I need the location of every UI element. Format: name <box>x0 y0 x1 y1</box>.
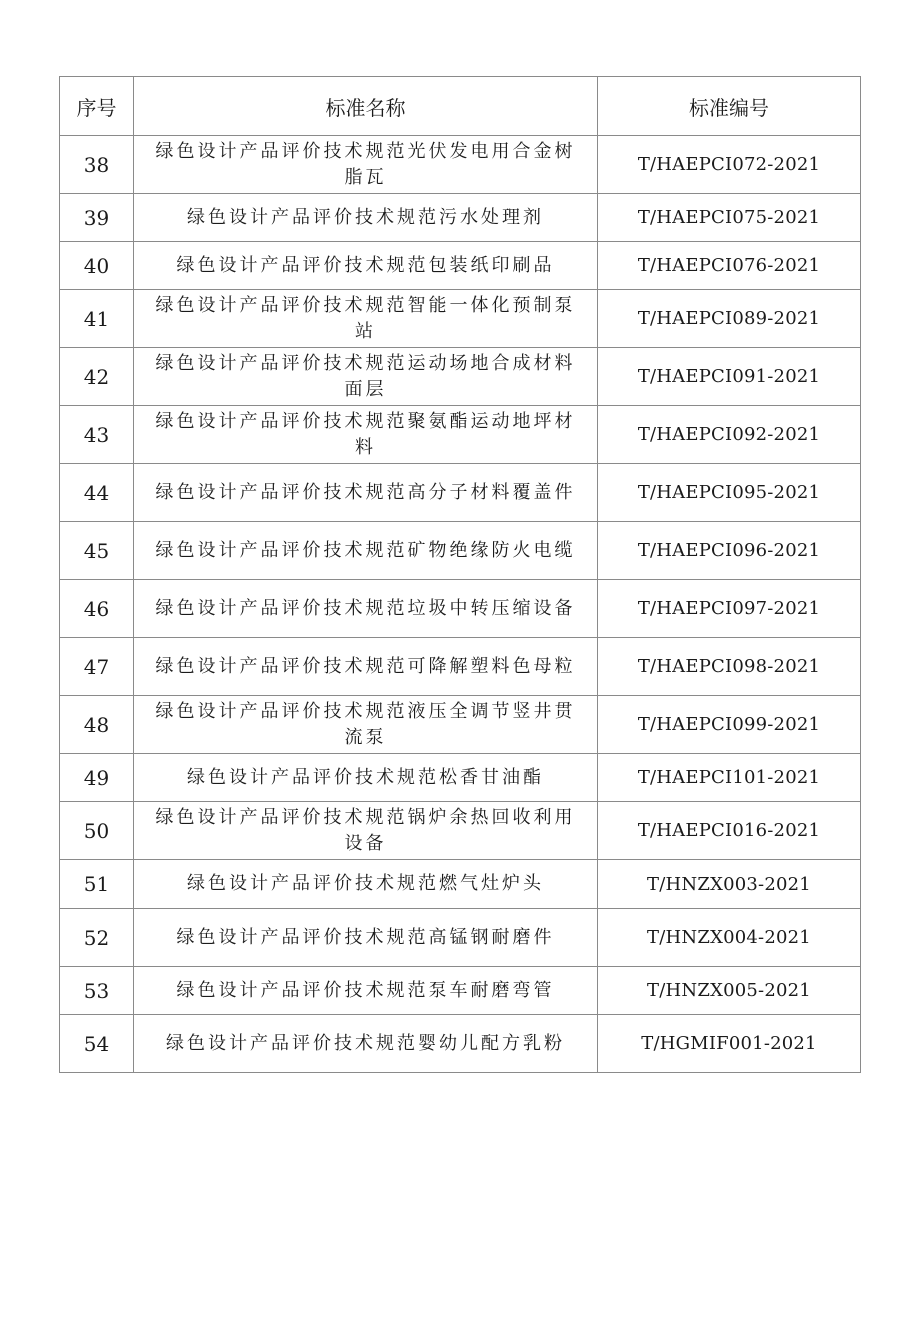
table-row <box>60 194 861 242</box>
row-number: 52 <box>60 909 134 967</box>
standard-name <box>134 754 598 802</box>
standard-code: T/HAEPCI099-2021 <box>598 696 861 754</box>
standard-name-line: 绿色设计产品评价技术规范高锰钢耐磨件 <box>176 926 555 948</box>
standard-name-line: 绿色设计产品评价技术规范智能一体化预制泵 <box>155 294 576 316</box>
standard-name <box>134 638 598 696</box>
row-number: 39 <box>60 194 134 242</box>
row-number: 46 <box>60 580 134 638</box>
standard-code: T/HAEPCI097-2021 <box>598 580 861 638</box>
standard-code: T/HAEPCI089-2021 <box>598 290 861 348</box>
standard-code: T/HGMIF001-2021 <box>598 1015 861 1073</box>
table-row <box>60 754 861 802</box>
standard-name-line: 面层 <box>344 378 387 400</box>
row-number: 53 <box>60 967 134 1015</box>
table-row <box>60 967 861 1015</box>
row-number: 42 <box>60 348 134 406</box>
standard-code: T/HNZX003-2021 <box>598 860 861 909</box>
standard-name <box>134 194 598 242</box>
row-number: 51 <box>60 860 134 909</box>
row-number: 44 <box>60 464 134 522</box>
table-row <box>60 348 861 406</box>
row-number: 40 <box>60 242 134 290</box>
table-row <box>60 406 861 464</box>
standard-name-line: 站 <box>355 320 376 342</box>
standard-name-line: 绿色设计产品评价技术规范泵车耐磨弯管 <box>176 979 555 1001</box>
standards-table <box>59 76 861 1073</box>
standard-name-line: 绿色设计产品评价技术规范高分子材料覆盖件 <box>155 481 576 503</box>
row-number: 41 <box>60 290 134 348</box>
table-row <box>60 860 861 909</box>
row-number: 50 <box>60 802 134 860</box>
standard-name-line: 流泵 <box>344 726 387 748</box>
table-row <box>60 1015 861 1073</box>
standard-name-line: 绿色设计产品评价技术规范包装纸印刷品 <box>176 254 555 276</box>
standard-name-line: 设备 <box>344 832 387 854</box>
standard-name-line: 绿色设计产品评价技术规范聚氨酯运动地坪材 <box>155 410 576 432</box>
row-number: 38 <box>60 136 134 194</box>
standard-name <box>134 696 598 754</box>
standard-code: T/HAEPCI072-2021 <box>598 136 861 194</box>
standard-name-line: 绿色设计产品评价技术规范松香甘油酯 <box>187 766 544 788</box>
standard-code: T/HAEPCI098-2021 <box>598 638 861 696</box>
standard-code: T/HAEPCI016-2021 <box>598 802 861 860</box>
table-row <box>60 802 861 860</box>
row-number: 45 <box>60 522 134 580</box>
standard-name <box>134 580 598 638</box>
standard-code: T/HAEPCI076-2021 <box>598 242 861 290</box>
standard-name-line: 绿色设计产品评价技术规范运动场地合成材料 <box>155 352 576 374</box>
standard-code: T/HAEPCI096-2021 <box>598 522 861 580</box>
table-body <box>60 136 861 1073</box>
table-row <box>60 290 861 348</box>
table-row <box>60 136 861 194</box>
standard-name <box>134 522 598 580</box>
table-row <box>60 522 861 580</box>
standard-name <box>134 464 598 522</box>
row-number: 47 <box>60 638 134 696</box>
table-row <box>60 638 861 696</box>
header-no: 序号 <box>60 77 134 136</box>
table-row <box>60 242 861 290</box>
table-row <box>60 696 861 754</box>
standard-name <box>134 802 598 860</box>
row-number: 49 <box>60 754 134 802</box>
standard-name-line: 绿色设计产品评价技术规范液压全调节竖井贯 <box>155 700 576 722</box>
standard-code: T/HAEPCI095-2021 <box>598 464 861 522</box>
standard-name <box>134 290 598 348</box>
standard-name <box>134 860 598 909</box>
table-row <box>60 580 861 638</box>
standard-code: T/HAEPCI101-2021 <box>598 754 861 802</box>
standard-name-line: 绿色设计产品评价技术规范可降解塑料色母粒 <box>155 655 576 677</box>
standard-code: T/HAEPCI075-2021 <box>598 194 861 242</box>
row-number: 54 <box>60 1015 134 1073</box>
standard-code: T/HNZX004-2021 <box>598 909 861 967</box>
standard-name-line: 绿色设计产品评价技术规范污水处理剂 <box>187 206 544 228</box>
table-row <box>60 909 861 967</box>
header-code: 标准编号 <box>598 77 861 136</box>
row-number: 48 <box>60 696 134 754</box>
standard-name <box>134 348 598 406</box>
standard-code: T/HNZX005-2021 <box>598 967 861 1015</box>
row-number: 43 <box>60 406 134 464</box>
standard-name <box>134 1015 598 1073</box>
standard-name <box>134 242 598 290</box>
table-row <box>60 464 861 522</box>
standard-code: T/HAEPCI092-2021 <box>598 406 861 464</box>
standard-name-line: 绿色设计产品评价技术规范锅炉余热回收利用 <box>155 806 576 828</box>
standard-name-line: 料 <box>355 436 376 458</box>
standard-name <box>134 967 598 1015</box>
header-name: 标准名称 <box>134 77 598 136</box>
standard-name <box>134 406 598 464</box>
standard-name-line: 绿色设计产品评价技术规范光伏发电用合金树 <box>155 140 576 162</box>
standard-code: T/HAEPCI091-2021 <box>598 348 861 406</box>
standard-name-line: 绿色设计产品评价技术规范矿物绝缘防火电缆 <box>155 539 576 561</box>
standard-name-line: 脂瓦 <box>344 166 387 188</box>
standard-name <box>134 909 598 967</box>
table-header <box>60 77 861 136</box>
standard-name-line: 绿色设计产品评价技术规范燃气灶炉头 <box>187 873 544 894</box>
standard-name-line: 绿色设计产品评价技术规范垃圾中转压缩设备 <box>155 597 576 619</box>
header-row <box>60 77 861 136</box>
standard-name <box>134 136 598 194</box>
standard-name-line: 绿色设计产品评价技术规范婴幼儿配方乳粉 <box>166 1032 565 1054</box>
